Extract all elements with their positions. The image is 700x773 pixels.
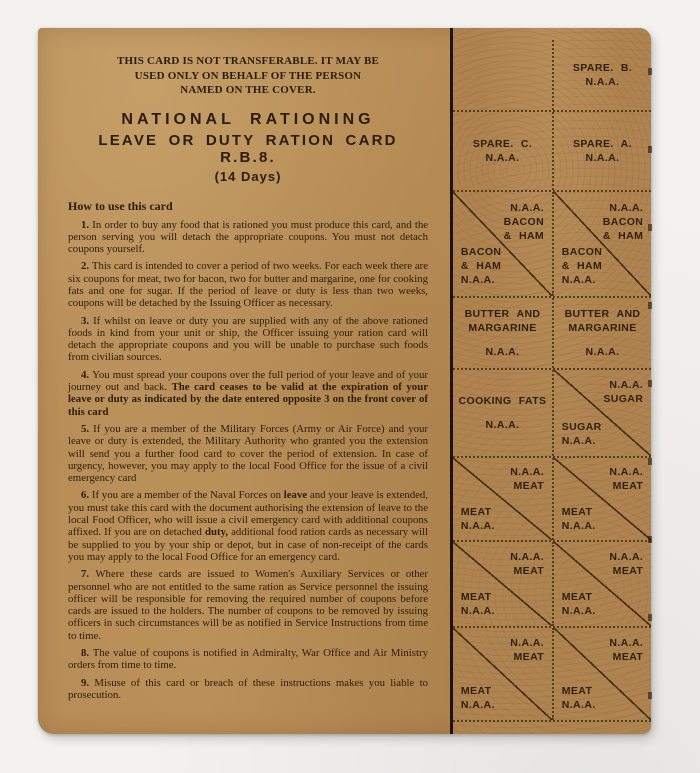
coupon-sugar [552, 370, 651, 456]
coupon-label-top-right [603, 201, 644, 243]
coupon-label-top-right [603, 378, 643, 406]
coupon-meat [453, 458, 552, 540]
coupon-label-top-right [510, 465, 544, 493]
coupon-label: N.A.A. [485, 419, 520, 431]
coupon-label: N.A.A. [561, 605, 596, 618]
paragraph-text: Where these cards are issued to Women's Auxiliary Services or other personnel who are not entitled to the same ration as Service personnel the issuing officer will be responsible for removing the required number of coupons before cards are issued to the holders. The number of coupons to be removed by issuing officers in such circumstances will be as notified in Service Instructions from time to time. [68, 568, 428, 642]
coupon-label: MEAT [561, 505, 593, 518]
coupon-label-bottom-left [562, 505, 596, 533]
coupon-label-top-right [609, 636, 643, 664]
coupon-label-bottom-left [461, 505, 495, 533]
coupon-label: N.A.A. [510, 637, 545, 650]
coupon-label: BUTTER AND [564, 308, 641, 320]
coupon-label: N.A.A. [609, 466, 644, 479]
coupon-label-top-right [609, 465, 643, 493]
coupon-blank [453, 40, 552, 110]
instructions-panel [38, 28, 450, 734]
coupon-label: MEAT [513, 564, 545, 577]
coupon-row [453, 626, 651, 722]
coupon-label-top-right [510, 550, 544, 578]
instruction-paragraph [68, 369, 428, 418]
coupon-label: N.A.A. [460, 698, 495, 711]
coupon-label-bottom-left [461, 245, 502, 287]
coupon-row [453, 368, 651, 456]
coupon-label: MEAT [460, 505, 492, 518]
paragraph-text: In order to buy any food that is rationed you must produce this card, and the person serving you will detach the appropriate coupons. You must not detach coupons yourself. [68, 218, 429, 256]
paragraph-number: 6. [81, 489, 92, 502]
coupon-label: MEAT [460, 591, 492, 604]
coupon-label: N.A.A. [609, 378, 644, 391]
coupon-row [453, 110, 651, 190]
coupon-label: SPARE. B. [572, 62, 633, 74]
instruction-paragraph [68, 568, 428, 642]
coupon-meat [552, 542, 651, 626]
paragraph-number: 3. [81, 314, 94, 327]
coupon-label: COOKING FATS [458, 395, 547, 407]
coupon-label-bottom-left [562, 684, 596, 712]
coupon-label: SPARE. A. [573, 138, 632, 150]
section-heading: How to use this card [68, 198, 173, 213]
paragraph-number: 9. [81, 676, 95, 689]
paragraph-text: If you are a member of the Military Forces (Army or Air Force) and your leave or duty is extended, the Military Authority who granted you the extension will send you a further food card to cover the period of extension. In case of urgency, however, you may apply to the local Food Office for the issue of a civil emergency card [68, 422, 429, 485]
coupon-label: N.A.A. [485, 346, 520, 358]
coupon-label: & HAM [561, 259, 603, 272]
coupon-meat [453, 628, 552, 720]
coupon-meat [453, 542, 552, 626]
coupon-butter-margarine [453, 298, 552, 368]
coupon-spare-b [552, 40, 651, 110]
coupon-label: BACON [602, 216, 644, 229]
coupon-grid [453, 40, 651, 722]
coupon-label: MEAT [612, 564, 644, 577]
coupon-meat [552, 628, 651, 720]
paragraph-bold-text: The card ceases to be valid at the expiration of your leave or duty as indicated by the date entered opposite 3 on the front cover of this card [68, 381, 428, 418]
coupon-label: SUGAR [603, 392, 644, 405]
coupon-label: MEAT [612, 480, 644, 493]
paragraph-text: You must spread your coupons over the full period of your leave and of your journey out and back. [68, 368, 429, 394]
coupon-label: N.A.A. [510, 550, 545, 563]
coupon-label: N.A.A. [460, 273, 495, 286]
paragraph-number: 2. [81, 260, 92, 273]
card-title: NATIONAL RATIONING [121, 110, 375, 128]
coupon-label: N.A.A. [561, 698, 596, 711]
coupon-label: N.A.A. [609, 550, 644, 563]
front-note-line: NAMED ON THE COVER. [180, 84, 316, 96]
paragraph-text: Misuse of this card or breach of these instructions makes you liable to prosecution. [68, 676, 429, 701]
instruction-paragraph [68, 260, 428, 309]
paragraph-number: 5. [81, 422, 94, 435]
coupon-label: MEAT [513, 651, 545, 664]
coupon-label: BUTTER AND [464, 308, 541, 320]
coupon-butter-margarine [552, 298, 651, 368]
coupon-label: N.A.A. [609, 202, 644, 215]
coupon-label: BACON [561, 245, 603, 258]
coupon-label-top-right [504, 201, 545, 243]
coupon-meat [552, 458, 651, 540]
coupon-label: SPARE. C. [472, 138, 533, 150]
coupon-label: MEAT [561, 684, 593, 697]
ration-card [38, 28, 651, 734]
paragraph-bold-text: duty, [204, 526, 229, 539]
coupon-label: N.A.A. [561, 273, 596, 286]
coupon-label-top-right [510, 636, 544, 664]
coupon-label: N.A.A. [561, 519, 596, 532]
coupon-label: N.A.A. [460, 519, 495, 532]
coupon-label: & HAM [503, 230, 545, 243]
front-note-line: THIS CARD IS NOT TRANSFERABLE. IT MAY BE [116, 55, 380, 67]
coupon-row [453, 296, 651, 368]
coupon-label-bottom-left [461, 590, 495, 618]
coupon-label: MARGARINE [568, 322, 637, 334]
coupon-bacon-ham [453, 192, 552, 296]
coupon-label: N.A.A. [460, 605, 495, 618]
paragraph-text: and your leave is extended, you must take this card with the document authorising the extension of leave to the local Food Officer, who will issue a civil emergency card with additional coupons affixed. If you are on detached [68, 489, 428, 539]
coupon-label: MEAT [513, 480, 545, 493]
instruction-paragraph [68, 489, 428, 563]
coupon-label: N.A.A. [510, 466, 545, 479]
paragraph-number: 7. [81, 568, 96, 581]
coupon-label: & HAM [460, 259, 502, 272]
coupon-label: N.A.A. [561, 435, 596, 448]
coupon-label: N.A.A. [485, 152, 520, 164]
coupon-label: SUGAR [561, 421, 602, 434]
coupon-label: MARGARINE [468, 322, 537, 334]
coupon-label: N.A.A. [510, 202, 545, 215]
paragraph-text: The value of coupons is notified in Admiralty, War Office and Air Ministry orders from time to time. [68, 647, 429, 672]
torn-edge [648, 34, 652, 724]
paragraph-number: 4. [81, 368, 93, 381]
coupon-spare-a [552, 112, 651, 190]
coupon-label: N.A.A. [609, 637, 644, 650]
coupon-cooking-fats [453, 370, 552, 456]
coupon-row [453, 456, 651, 540]
coupon-label: & HAM [602, 230, 644, 243]
instruction-paragraphs [68, 219, 428, 702]
coupon-label-top-right [609, 550, 643, 578]
paragraph-text: This card is intended to cover a period of two weeks. For each week there are six coupons for meat, two for bacon, two for butter and margarine, one for cooking fats and one for sugar. If the period of leave or duty is less than two weeks, coupons will be detached by the Issuing Officer as necessary. [68, 260, 429, 310]
instruction-paragraph [68, 219, 428, 256]
paragraph-bold-text: leave [283, 489, 308, 502]
coupon-label-bottom-left [562, 245, 603, 287]
card-duration: (14 Days) [214, 168, 282, 184]
paragraph-text: additional food ration cards as necessary will be supplied to you by your ship or depot, but in case of non-receipt of the cards you may apply to the local Food Office for an emergency card. [68, 526, 428, 563]
coupon-label: N.A.A. [585, 346, 620, 358]
paragraph-text: If whilst on leave or duty you are supplied with any of the above rationed foods in kind from your unit or ship, the Officer issuing your ration card will detach the appropriate coupons and you will be unable to purchase such foods from civilian sources. [68, 314, 428, 364]
coupon-label: MEAT [612, 651, 644, 664]
coupon-label-bottom-left [461, 684, 495, 712]
coupon-row [453, 540, 651, 626]
paragraph-number: 1. [81, 218, 93, 231]
coupon-label: N.A.A. [585, 76, 620, 88]
instruction-paragraph [68, 315, 428, 364]
coupon-row [453, 190, 651, 296]
instruction-paragraph [68, 677, 428, 702]
coupon-label: MEAT [561, 591, 593, 604]
instruction-paragraph [68, 423, 428, 484]
paragraph-text: If you are a member of the Naval Forces on [91, 489, 284, 502]
coupon-sheet [450, 28, 651, 734]
instruction-paragraph [68, 647, 428, 672]
coupon-label-bottom-left [562, 420, 602, 448]
coupon-label-bottom-left [562, 590, 596, 618]
coupon-label: BACON [460, 245, 502, 258]
front-note-line: USED ONLY ON BEHALF OF THE PERSON [134, 69, 362, 82]
coupon-label: MEAT [460, 684, 492, 697]
coupon-spare-c [453, 112, 552, 190]
front-note [68, 54, 428, 98]
coupon-row [453, 40, 651, 110]
coupon-bacon-ham [552, 192, 651, 296]
card-subtitle: LEAVE OR DUTY RATION CARD R.B.8. [98, 131, 398, 166]
coupon-label: N.A.A. [585, 152, 620, 164]
coupon-label: BACON [503, 216, 545, 229]
paragraph-number: 8. [81, 647, 93, 659]
